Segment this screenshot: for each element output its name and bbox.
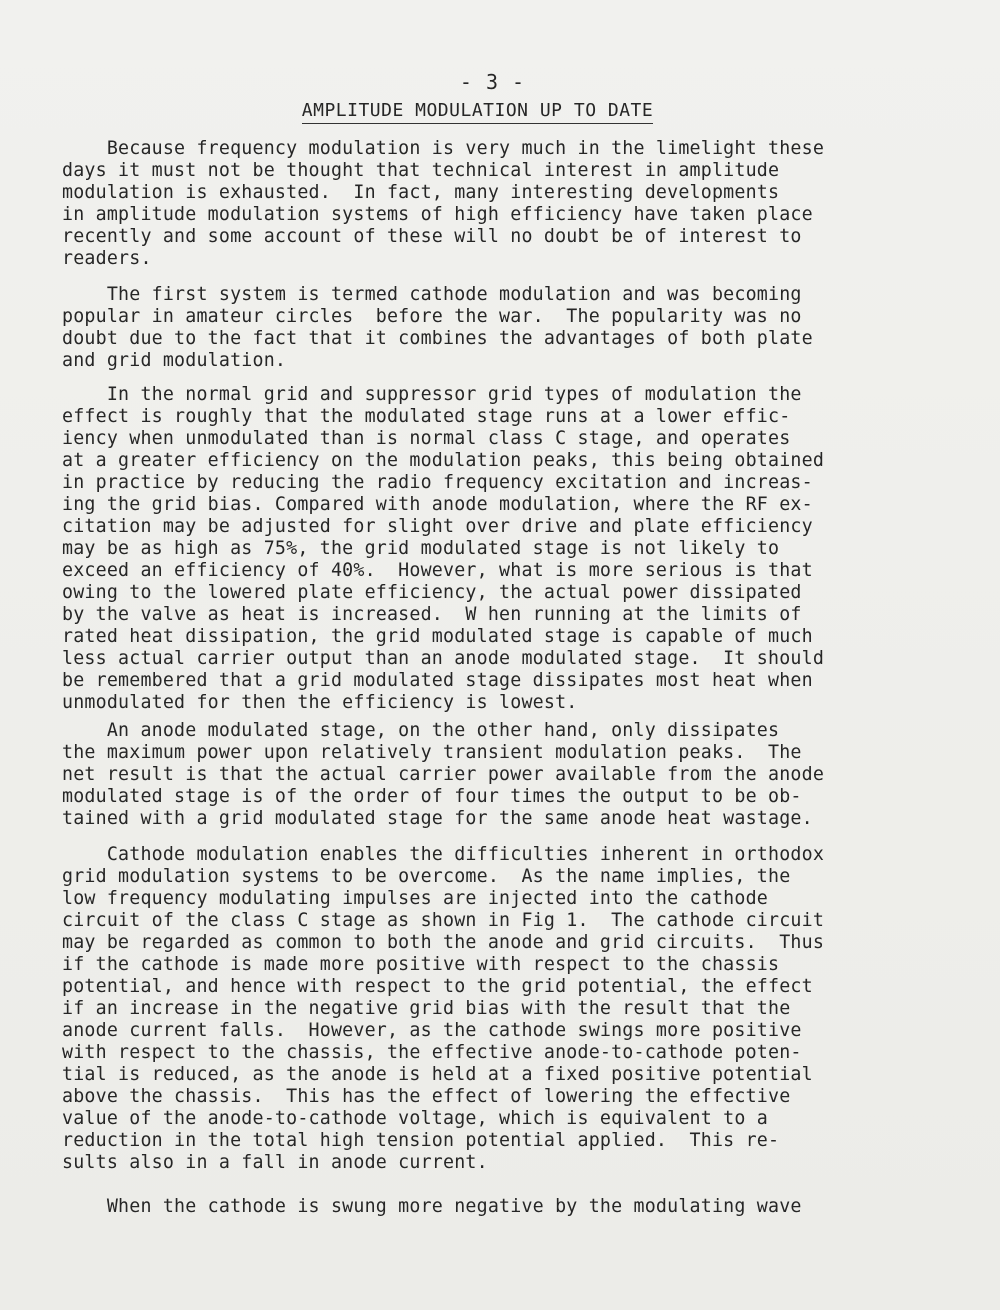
page-title [0,100,955,121]
paragraph-6: When the cathode is swung more negative by the modulating wave [62,1196,802,1217]
title-text: AMPLITUDE MODULATION UP TO DATE [302,100,653,124]
paragraph-2: The first system is termed cathode modulation and was becoming popular in amateur circles before the war. The popularity was no doubt due to the fact that it combines the advantages of both plate and grid modulation. [62,284,813,371]
paragraph-3: In the normal grid and suppressor grid types of modulation the effect is roughly that the modulated stage runs at a lower effic- iency when unmodulated than is normal class C stage, and operates at a greater efficiency on the modulation peaks, this being obtained in practice by reducing the radio frequency excitation and increas- ing the grid bias. Compared with anode modulation, where the RF ex- citation may be adjusted for slight over drive and plate efficiency may be as high as 75%, the grid modulated stage is not likely to exceed an efficiency of 40%. However, what is more serious is that owing to the lowered plate efficiency, the actual power dissipated by the valve as heat is increased. W hen running at the limits of rated heat dissipation, the grid modulated stage is capable of much less actual carrier output than an anode modulated stage. It should be remembered that a grid modulated stage dissipates most heat when unmodulated for then the efficiency is lowest. [62,384,825,713]
paragraph-1: Because frequency modulation is very much in the limelight these days it must not be thought that technical interest in amplitude modulation is exhausted. In fact, many interesting developments in amplitude modulation systems of high efficiency have taken place recently and some account of these will no doubt be of interest to readers. [62,138,825,269]
page-number: - 3 - [459,70,526,94]
paragraph-5: Cathode modulation enables the difficulties inherent in orthodox grid modulation systems to be overcome. As the name implies, the low frequency modulating impulses are injected into the cathode circuit of the class C stage as shown in Fig 1. The cathode circuit may be regarded as common to both the anode and grid circuits. Thus if the cathode is made more positive with respect to the chassis potential, and hence with respect to the grid potential, the effect if an increase in the negative grid bias with the result that the anode current falls. However, as the cathode swings more positive with respect to the chassis, the effective anode-to-cathode poten- tial is reduced, as the anode is held at a fixed positive potential above the chassis. This has the effect of lowering the effective value of the anode-to-cathode voltage, which is equivalent to a reduction in the total high tension potential applied. This re- sults also in a fall in anode current. [62,844,825,1173]
paragraph-4: An anode modulated stage, on the other hand, only dissipates the maximum power upon relatively transient modulation peaks. The net result is that the actual carrier power available from the anode modulated stage is of the order of four times the output to be ob- tained with a grid modulated stage for the same anode heat wastage. [62,720,825,829]
